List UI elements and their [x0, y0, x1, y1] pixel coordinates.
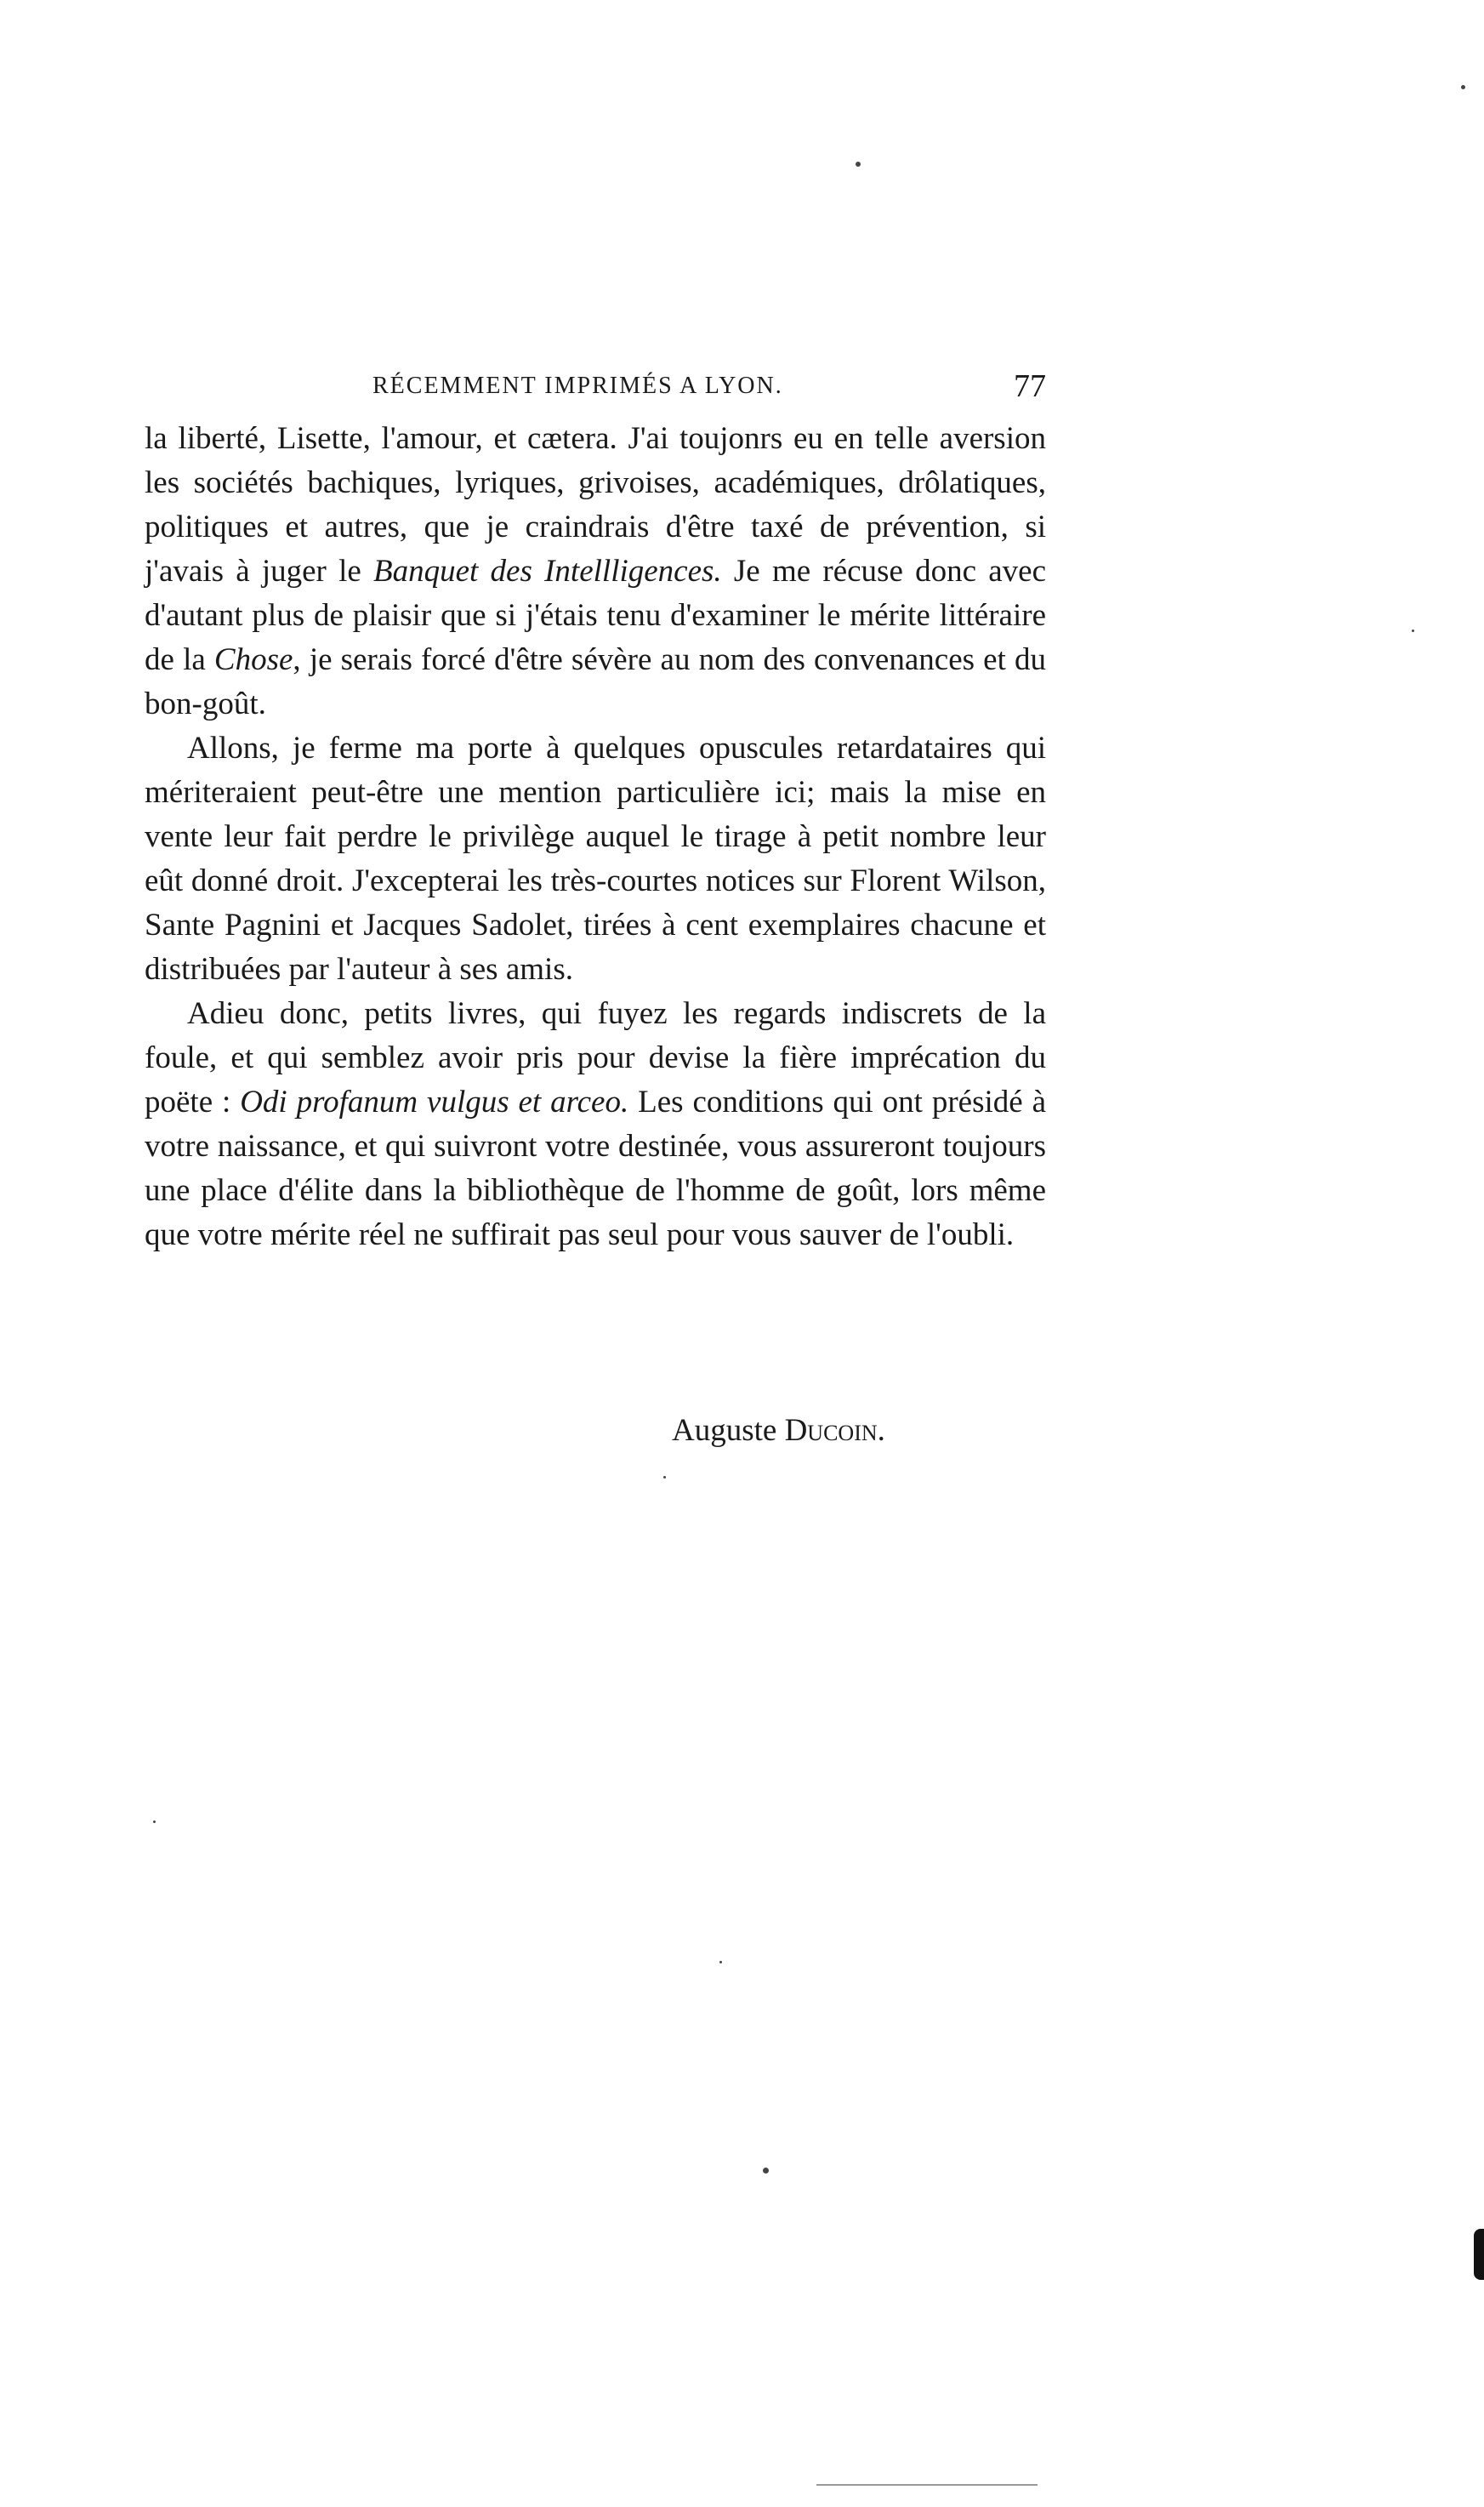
- running-title: RÉCEMMENT IMPRIMÉS A LYON.: [372, 373, 783, 399]
- paragraph-3-text-b: Les conditions qui ont présidé à votre naissance, et qui suivront votre destinée, vous assureront toujours une place d'élite dans la bibliothèque de l'homme de goût, lors même que votre mérite réel ne suffirait pas seul pour vous sauver de l'oubli.: [145, 1085, 1047, 1252]
- ink-speck: [1412, 630, 1414, 632]
- ink-speck: [763, 2168, 769, 2174]
- footer-rule: [816, 2484, 1038, 2486]
- ink-speck: [719, 1961, 722, 1963]
- paragraph-allons: Allons, je ferme ma porte à quelques opuscules retardataires qui mériteraient peut-être une mention particulière ici; mais la mise en vente leur fait perdre le privilège auquel le tirage à petit nombre leur eût donné droit. J'excepterai les très-courtes notices sur Florent Wilson, Sante Pagnini et Jacques Sadolet, tirées à cent exemplaires chacune et distribuées par l'auteur à ses amis.: [145, 731, 1046, 987]
- ink-speck: [663, 1476, 666, 1479]
- horace-quote-italic: Odi profanum vulgus et arceo.: [240, 1085, 629, 1120]
- chose-italic: Chose: [213, 642, 293, 677]
- paragraph-1-text-a: la liberté, Lisette, l'amour, et cætera. J'ai toujonrs eu en telle aversion les sociétés bachiques, lyriques, grivoises, académiques, drôlatiques, politiques et autres, que je craindrais d'être taxé de prévention, si j'avais à juger le: [145, 421, 1046, 589]
- paragraph-1-text-c: , je serais forcé d'être sévère au nom des convenances et du bon-goût.: [145, 642, 1047, 721]
- ink-speck: [856, 162, 861, 167]
- paragraph-adieu: [145, 992, 1046, 1257]
- running-head: [145, 368, 1046, 410]
- margin-ink-mark: [1474, 2229, 1484, 2280]
- ink-speck: [1461, 85, 1465, 89]
- ink-speck: [153, 1820, 156, 1823]
- banquet-title-italic: Banquet des Intellligences.: [373, 554, 722, 589]
- author-signature: [672, 1412, 885, 1449]
- signature-first-name: Auguste: [672, 1413, 777, 1448]
- paragraph-1-text-b: Je me récuse donc avec d'autant plus de plaisir que si j'étais tenu d'examiner le mérite littéraire de la: [145, 554, 1047, 677]
- page-number: 77: [1014, 368, 1046, 404]
- signature-last-name: Ducoin.: [784, 1413, 885, 1448]
- body-text: [145, 417, 1046, 1257]
- paragraph-continued: [145, 417, 1046, 726]
- paragraph-3-text-a: Adieu donc, petits livres, qui fuyez les regards indiscrets de la foule, et qui semblez avoir pris pour devise la fière imprécation du poëte :: [145, 996, 1046, 1120]
